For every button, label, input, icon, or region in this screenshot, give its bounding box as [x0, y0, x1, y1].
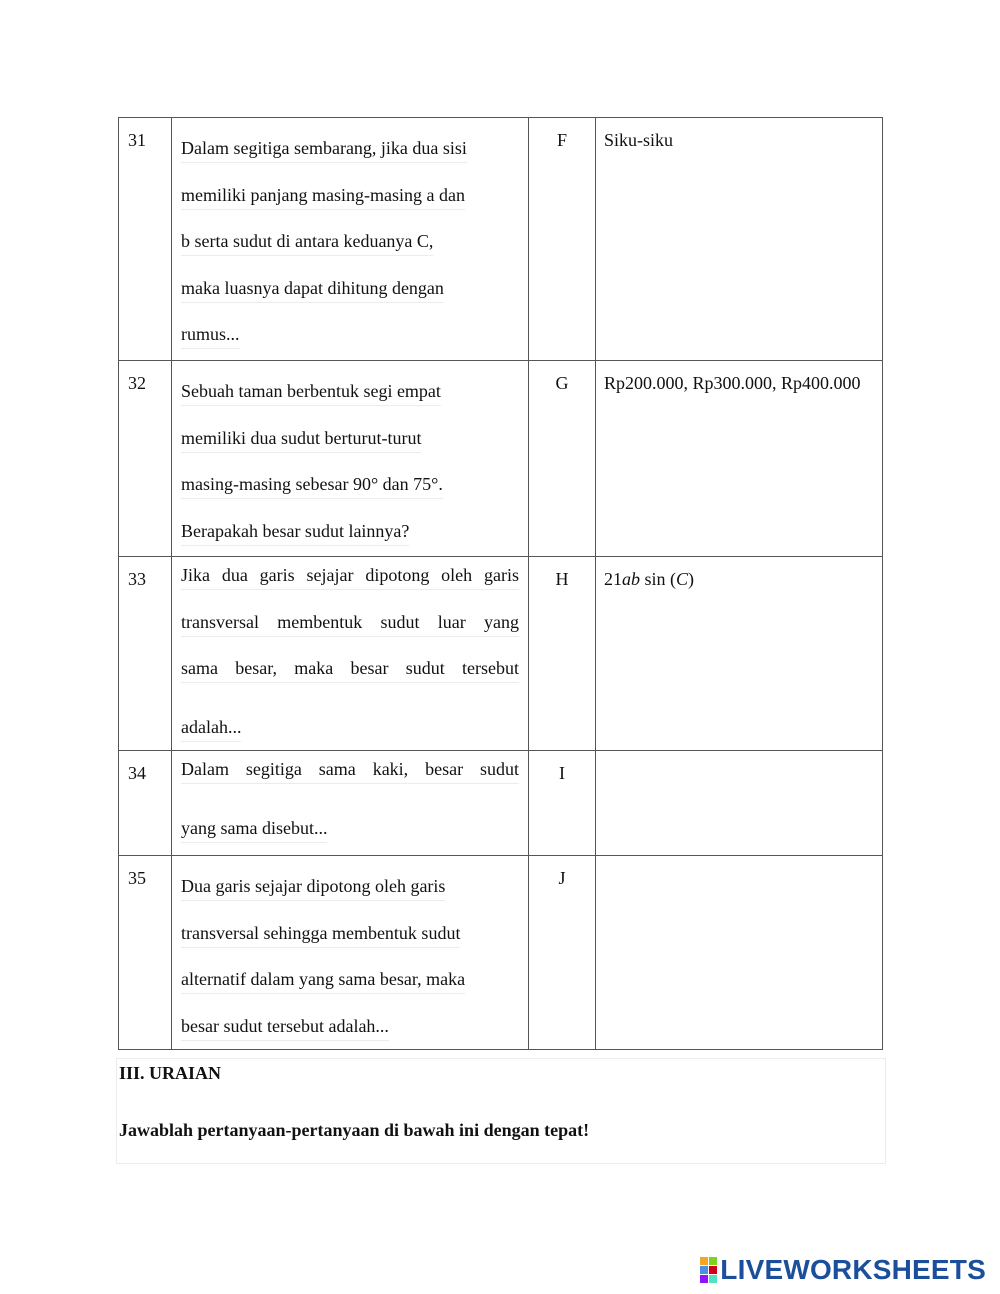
- question-line: Sebuah taman berbentuk segi empat: [181, 380, 441, 406]
- formula-function: sin (: [640, 569, 676, 589]
- table-row: [119, 557, 883, 751]
- question-line: Jika dua garis sejajar dipotong oleh garis: [181, 564, 519, 590]
- row-number: 35: [119, 856, 172, 1050]
- liveworksheets-logo: [700, 1253, 986, 1287]
- option-answer: [596, 856, 883, 1050]
- question-line: memiliki panjang masing-masing a dan: [181, 184, 465, 210]
- logo-mark-icon: [700, 1257, 717, 1283]
- formula-close: ): [688, 569, 695, 589]
- formula-variables: ab: [622, 569, 640, 589]
- question-line: besar sudut tersebut adalah...: [181, 1015, 389, 1041]
- question-text: [172, 557, 529, 751]
- question-line: transversal sehingga membentuk sudut: [181, 922, 460, 948]
- question-line: Dalam segitiga sama kaki, besar sudut: [181, 758, 519, 784]
- row-number: 32: [119, 361, 172, 557]
- section-instruction: Jawablah pertanyaan-pertanyaan di bawah ini dengan tepat!: [119, 1120, 590, 1140]
- essay-section: [116, 1058, 886, 1164]
- question-line: rumus...: [181, 323, 240, 349]
- option-answer: [596, 751, 883, 856]
- question-line: memiliki dua sudut berturut-turut: [181, 427, 421, 453]
- question-line: alternatif dalam yang sama besar, maka: [181, 968, 465, 994]
- question-line: yang sama disebut...: [181, 817, 327, 843]
- table-row: [119, 856, 883, 1050]
- option-letter: J: [529, 856, 596, 1050]
- question-text: [172, 751, 529, 856]
- question-text: [172, 118, 529, 361]
- question-line: b serta sudut di antara keduanya C,: [181, 230, 433, 256]
- option-answer: [596, 557, 883, 751]
- option-letter: H: [529, 557, 596, 751]
- question-text: [172, 361, 529, 557]
- question-line: Berapakah besar sudut lainnya?: [181, 520, 409, 546]
- question-line: adalah...: [181, 716, 241, 742]
- table-row: [119, 118, 883, 361]
- formula-angle: C: [676, 569, 689, 589]
- option-answer: Rp200.000, Rp300.000, Rp400.000: [596, 361, 883, 557]
- matching-table: [118, 117, 883, 1050]
- section-title: III. URAIAN: [119, 1063, 222, 1083]
- row-number: 34: [119, 751, 172, 856]
- question-line: transversal membentuk sudut luar yang: [181, 611, 519, 637]
- option-letter: I: [529, 751, 596, 856]
- question-line: Dalam segitiga sembarang, jika dua sisi: [181, 137, 467, 163]
- logo-text: LIVEWORKSHEETS: [720, 1254, 986, 1285]
- question-line: maka luasnya dapat dihitung dengan: [181, 277, 444, 303]
- option-letter: F: [529, 118, 596, 361]
- row-number: 33: [119, 557, 172, 751]
- formula-coefficient: 21: [604, 569, 622, 589]
- question-line: masing-masing sebesar 90° dan 75°.: [181, 473, 443, 499]
- row-number: 31: [119, 118, 172, 361]
- option-answer: Siku-siku: [596, 118, 883, 361]
- question-line: Dua garis sejajar dipotong oleh garis: [181, 875, 445, 901]
- table-row: [119, 751, 883, 856]
- question-line: sama besar, maka besar sudut tersebut: [181, 657, 519, 683]
- question-text: [172, 856, 529, 1050]
- table-row: [119, 361, 883, 557]
- option-letter: G: [529, 361, 596, 557]
